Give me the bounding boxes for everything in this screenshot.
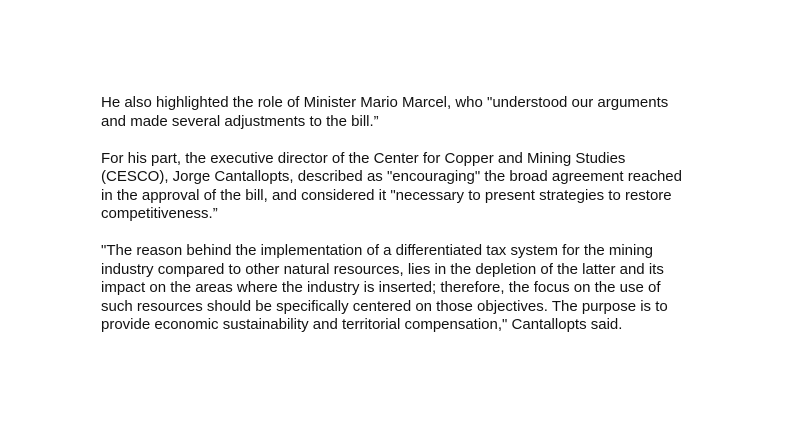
paragraph-cesco: For his part, the executive director of the Center for Copper and Mining Studies (CESCO), Jorge Cantallopts, described as "encouraging" the broad agreement reached in the approval of the bill, and considered it "necessary to present strategies to restore competitiveness.” [101, 149, 682, 222]
paragraph-marcel: He also highlighted the role of Minister Mario Marcel, who "understood our arguments and made several adjustments to the bill.” [101, 94, 669, 130]
paragraph-cantallopts-quote: "The reason behind the implementation of a differentiated tax system for the mining industry compared to other natural resources, lies in the depletion of the latter and its impact on the areas where the industry is inserted; therefore, the focus on the use of such resources should be specifically centered on those objectives. The purpose is to provide economic sustainability and territorial compensation," Cantallopts said. [101, 242, 668, 333]
article-body [101, 94, 741, 335]
